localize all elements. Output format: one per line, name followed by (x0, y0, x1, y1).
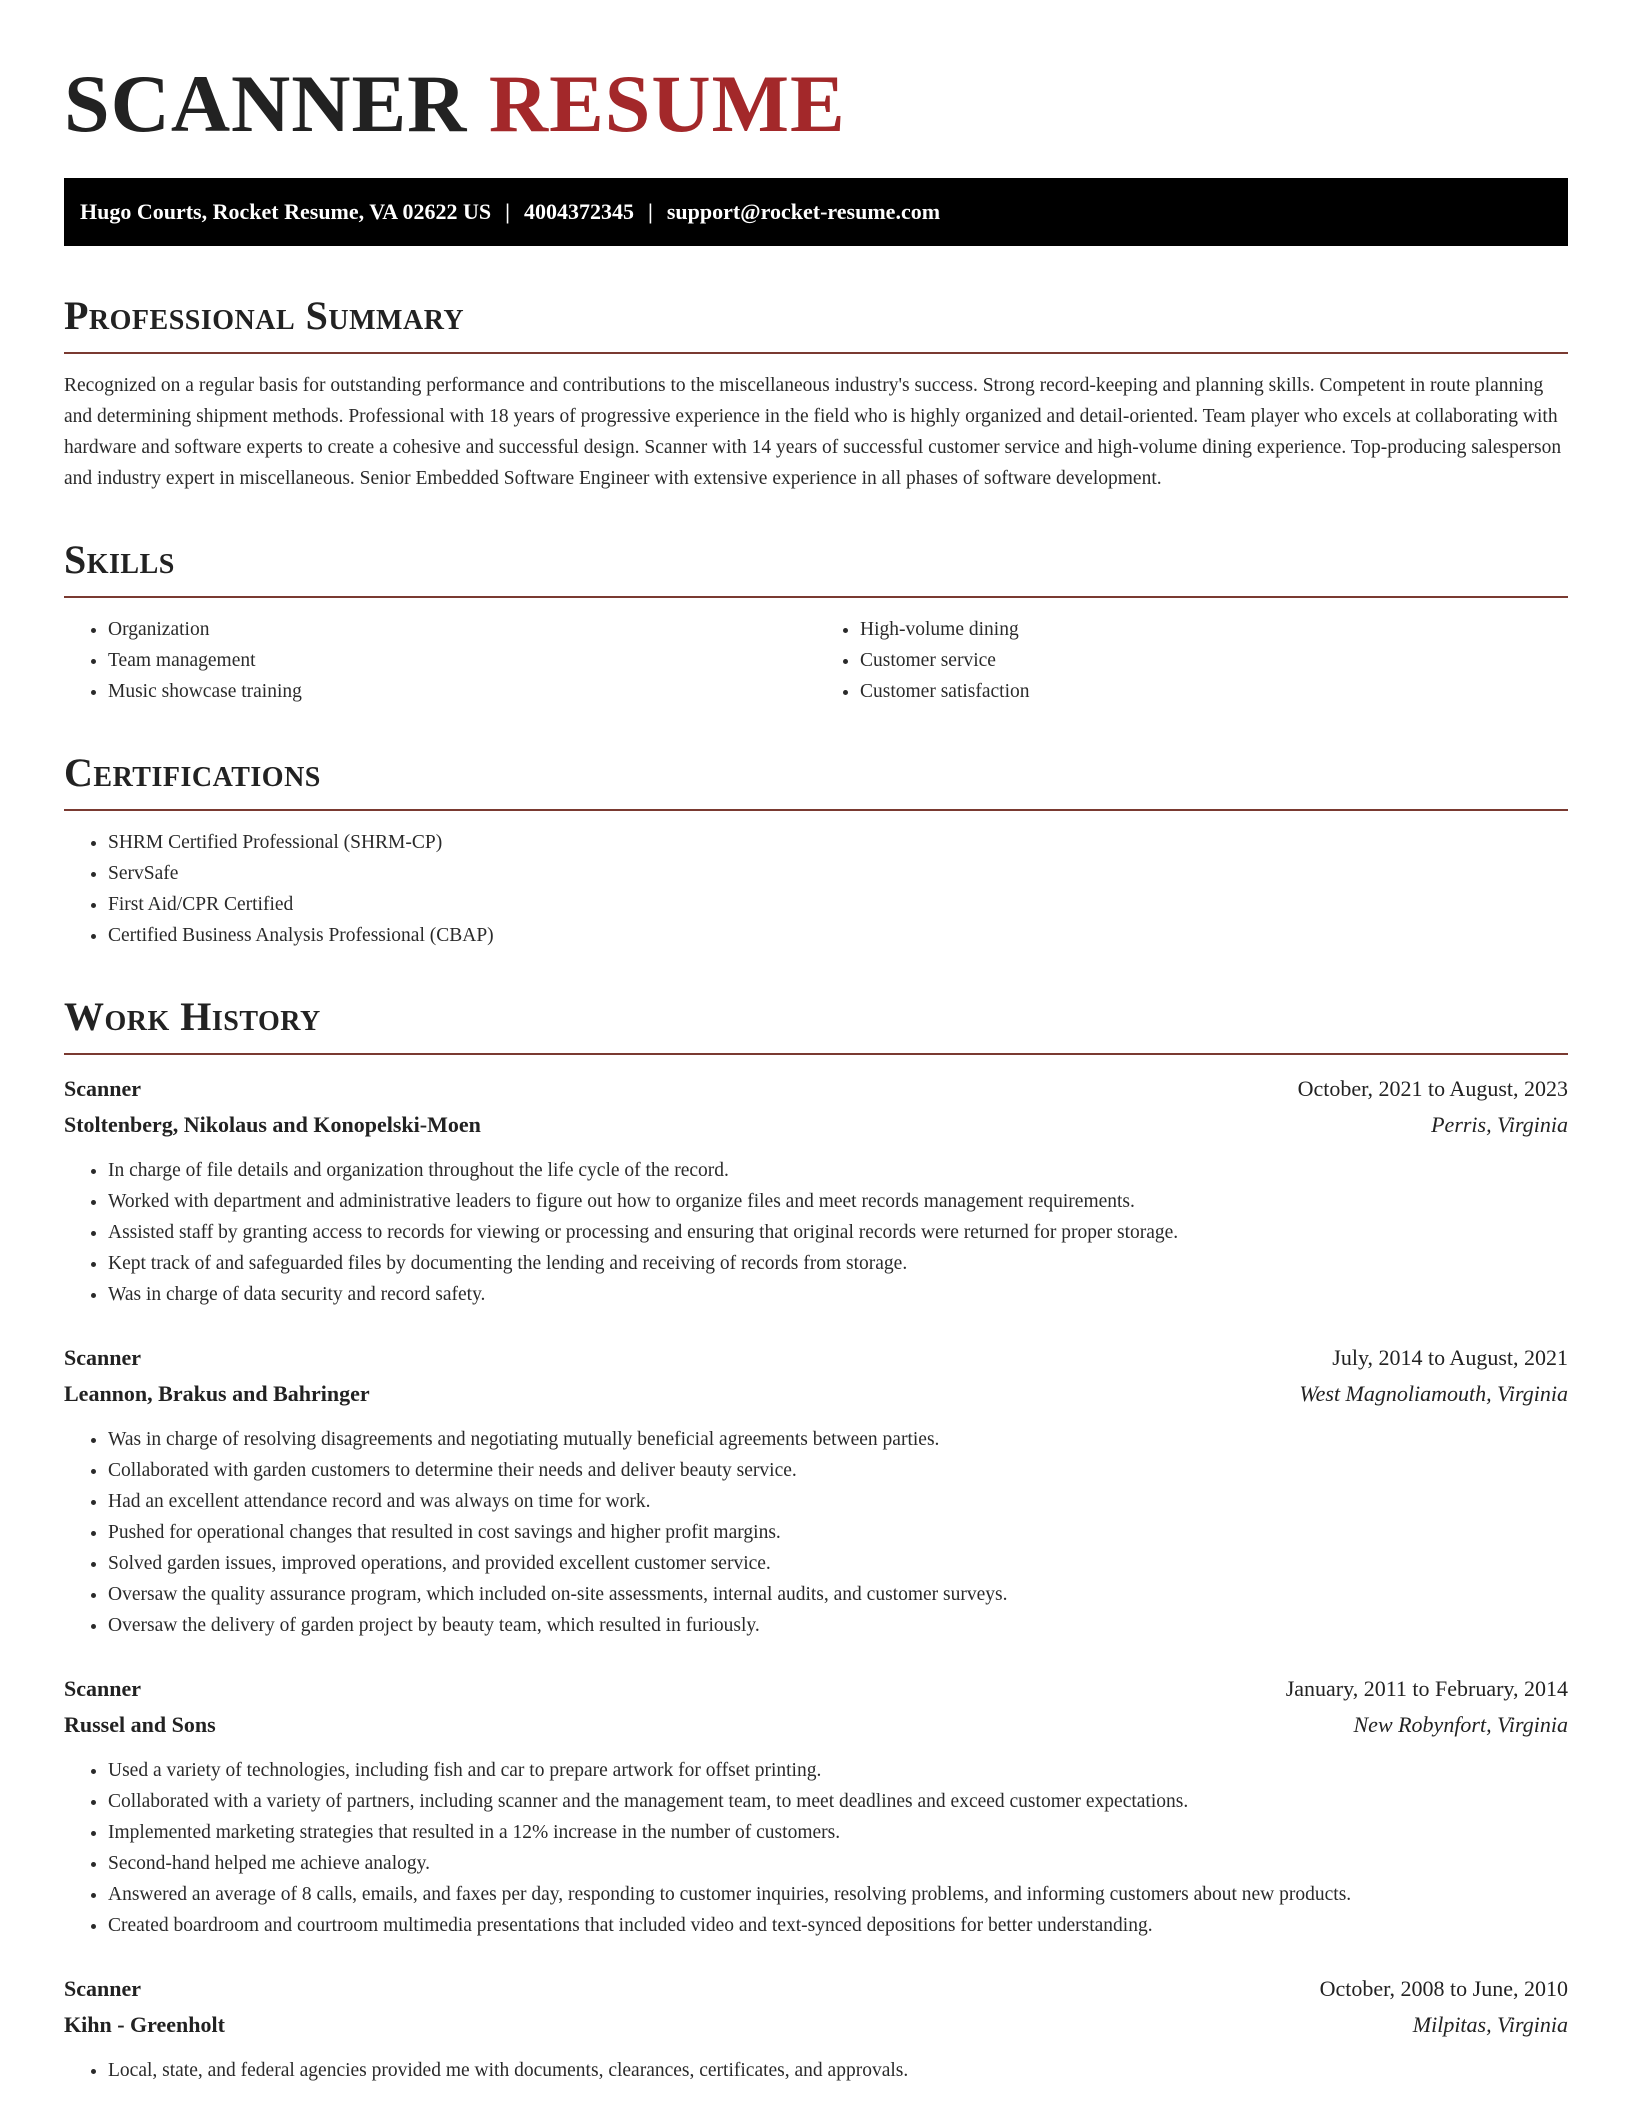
section-skills (64, 538, 1568, 707)
job-header-row (64, 1340, 1568, 1376)
job-bullets (64, 1755, 1568, 1941)
skill-item: • High-volume dining (860, 614, 1568, 645)
certifications-list (64, 827, 1568, 951)
section-heading: Skills (64, 537, 175, 582)
certification-item: • First Aid/CPR Certified (108, 889, 1568, 920)
skill-item: • Customer satisfaction (860, 676, 1568, 707)
job-company: Russel and Sons (64, 1712, 216, 1737)
job-location: West Magnoliamouth, Virginia (1299, 1381, 1568, 1406)
job-bullet: • Assisted staff by granting access to records for viewing or processing and ensuring that original records were returned for proper storage. (108, 1217, 1568, 1248)
job-title: Scanner (64, 1345, 141, 1370)
job-title: Scanner (64, 1076, 141, 1101)
contact-separator: | (505, 199, 510, 224)
contact-address: Hugo Courts, Rocket Resume, VA 02622 US (80, 199, 492, 224)
job-bullet: • Used a variety of technologies, including fish and car to prepare artwork for offset printing. (108, 1755, 1568, 1786)
section-work-history (64, 995, 1568, 2086)
job-dates: October, 2021 to August, 2023 (1297, 1076, 1568, 1101)
contact-separator: | (647, 199, 653, 224)
job-company: Leannon, Brakus and Bahringer (64, 1381, 370, 1406)
job-dates: January, 2011 to February, 2014 (1285, 1676, 1568, 1701)
job-bullets (64, 2055, 1568, 2086)
title-second-word: RESUME (488, 58, 846, 149)
job-bullets (64, 1424, 1568, 1641)
job-title: Scanner (64, 1976, 141, 2001)
section-divider (64, 809, 1568, 811)
job-bullet: • Worked with department and administrative leaders to figure out how to organize files and meet records management requirements. (108, 1186, 1568, 1217)
job-company: Stoltenberg, Nikolaus and Konopelski-Moen (64, 1112, 481, 1137)
job-bullet: • Pushed for operational changes that resulted in cost savings and higher profit margins. (108, 1517, 1568, 1548)
section-professional-summary (64, 294, 1568, 494)
contact-email: support@rocket-resume.com (666, 199, 941, 224)
job-bullets (64, 1155, 1568, 1310)
contact-bar (64, 178, 1568, 246)
job-entry (64, 1971, 1568, 2086)
job-header-row (64, 1971, 1568, 2007)
job-dates: July, 2014 to August, 2021 (1332, 1345, 1568, 1370)
job-title: Scanner (64, 1676, 141, 1701)
skill-item: • Customer service (860, 645, 1568, 676)
job-bullet: • Implemented marketing strategies that resulted in a 12% increase in the number of customers. (108, 1817, 1568, 1848)
contact-phone: 4004372345 (523, 199, 634, 224)
skill-item: • Team management (108, 645, 816, 676)
job-bullet: • Created boardroom and courtroom multimedia presentations that included video and text-synced depositions for better understanding. (108, 1910, 1568, 1941)
job-bullet: • Had an excellent attendance record and was always on time for work. (108, 1486, 1568, 1517)
job-bullet: • Collaborated with a variety of partners, including scanner and the management team, to meet deadlines and exceed customer expectations. (108, 1786, 1568, 1817)
job-entry (64, 1071, 1568, 1310)
title-first-word: SCANNER (64, 58, 468, 149)
job-entry (64, 1671, 1568, 1941)
section-certifications (64, 751, 1568, 951)
job-bullet: • Answered an average of 8 calls, emails, and faxes per day, responding to customer inquiries, resolving problems, and informing customers about new products. (108, 1879, 1568, 1910)
skills-list-left (64, 614, 816, 707)
job-bullet: • Local, state, and federal agencies provided me with documents, clearances, certificates, and approvals. (108, 2055, 1568, 2086)
skill-item: • Music showcase training (108, 676, 816, 707)
skills-list-right (816, 614, 1568, 707)
job-location: Perris, Virginia (1431, 1112, 1568, 1137)
job-dates: October, 2008 to June, 2010 (1319, 1976, 1568, 2001)
job-bullet: • In charge of file details and organization throughout the life cycle of the record. (108, 1155, 1568, 1186)
job-company-row (64, 1707, 1568, 1743)
job-header-row (64, 1071, 1568, 1107)
job-company: Kihn - Greenholt (64, 2012, 225, 2037)
skill-item: • Organization (108, 614, 816, 645)
job-header-row (64, 1671, 1568, 1707)
job-company-row (64, 2007, 1568, 2043)
section-heading: Certifications (64, 750, 321, 795)
summary-text: Recognized on a regular basis for outstanding performance and contributions to the miscellaneous industry's success. Strong record-keeping and planning skills. Competent in route planning and determining shipment methods. Professional with 18 years of progressive experience in the field who is highly organized and detail-oriented. Team player who excels at collaborating with hardware and software experts to create a cohesive and successful design. Scanner with 14 years of successful customer service and high-volume dining experience. Top-producing salesperson and industry expert in miscellaneous. Senior Embedded Software Engineer with extensive experience in all phases of software development. (64, 375, 1562, 489)
job-bullet: • Was in charge of resolving disagreements and negotiating mutually beneficial agreements between parties. (108, 1424, 1568, 1455)
certification-item: • Certified Business Analysis Professional (CBAP) (108, 920, 1568, 951)
skills-grid (64, 614, 1568, 707)
page-title (64, 58, 1568, 150)
job-bullet: • Was in charge of data security and record safety. (108, 1279, 1568, 1310)
job-bullet: • Second-hand helped me achieve analogy. (108, 1848, 1568, 1879)
section-divider (64, 596, 1568, 598)
section-heading: Professional Summary (64, 293, 465, 338)
job-bullet: • Solved garden issues, improved operations, and provided excellent customer service. (108, 1548, 1568, 1579)
job-company-row (64, 1376, 1568, 1412)
certification-item: • SHRM Certified Professional (SHRM-CP) (108, 827, 1568, 858)
section-divider (64, 1053, 1568, 1055)
job-bullet: • Oversaw the quality assurance program, which included on-site assessments, internal audits, and customer surveys. (108, 1579, 1568, 1610)
section-heading: Work History (64, 994, 321, 1039)
job-bullet: • Collaborated with garden customers to determine their needs and deliver beauty service. (108, 1455, 1568, 1486)
job-bullet: • Oversaw the delivery of garden project by beauty team, which resulted in furiously. (108, 1610, 1568, 1641)
job-bullet: • Kept track of and safeguarded files by documenting the lending and receiving of records from storage. (108, 1248, 1568, 1279)
job-entry (64, 1340, 1568, 1641)
certification-item: • ServSafe (108, 858, 1568, 889)
section-divider (64, 352, 1568, 354)
job-location: Milpitas, Virginia (1412, 2012, 1568, 2037)
job-location: New Robynfort, Virginia (1353, 1712, 1568, 1737)
job-company-row (64, 1107, 1568, 1143)
